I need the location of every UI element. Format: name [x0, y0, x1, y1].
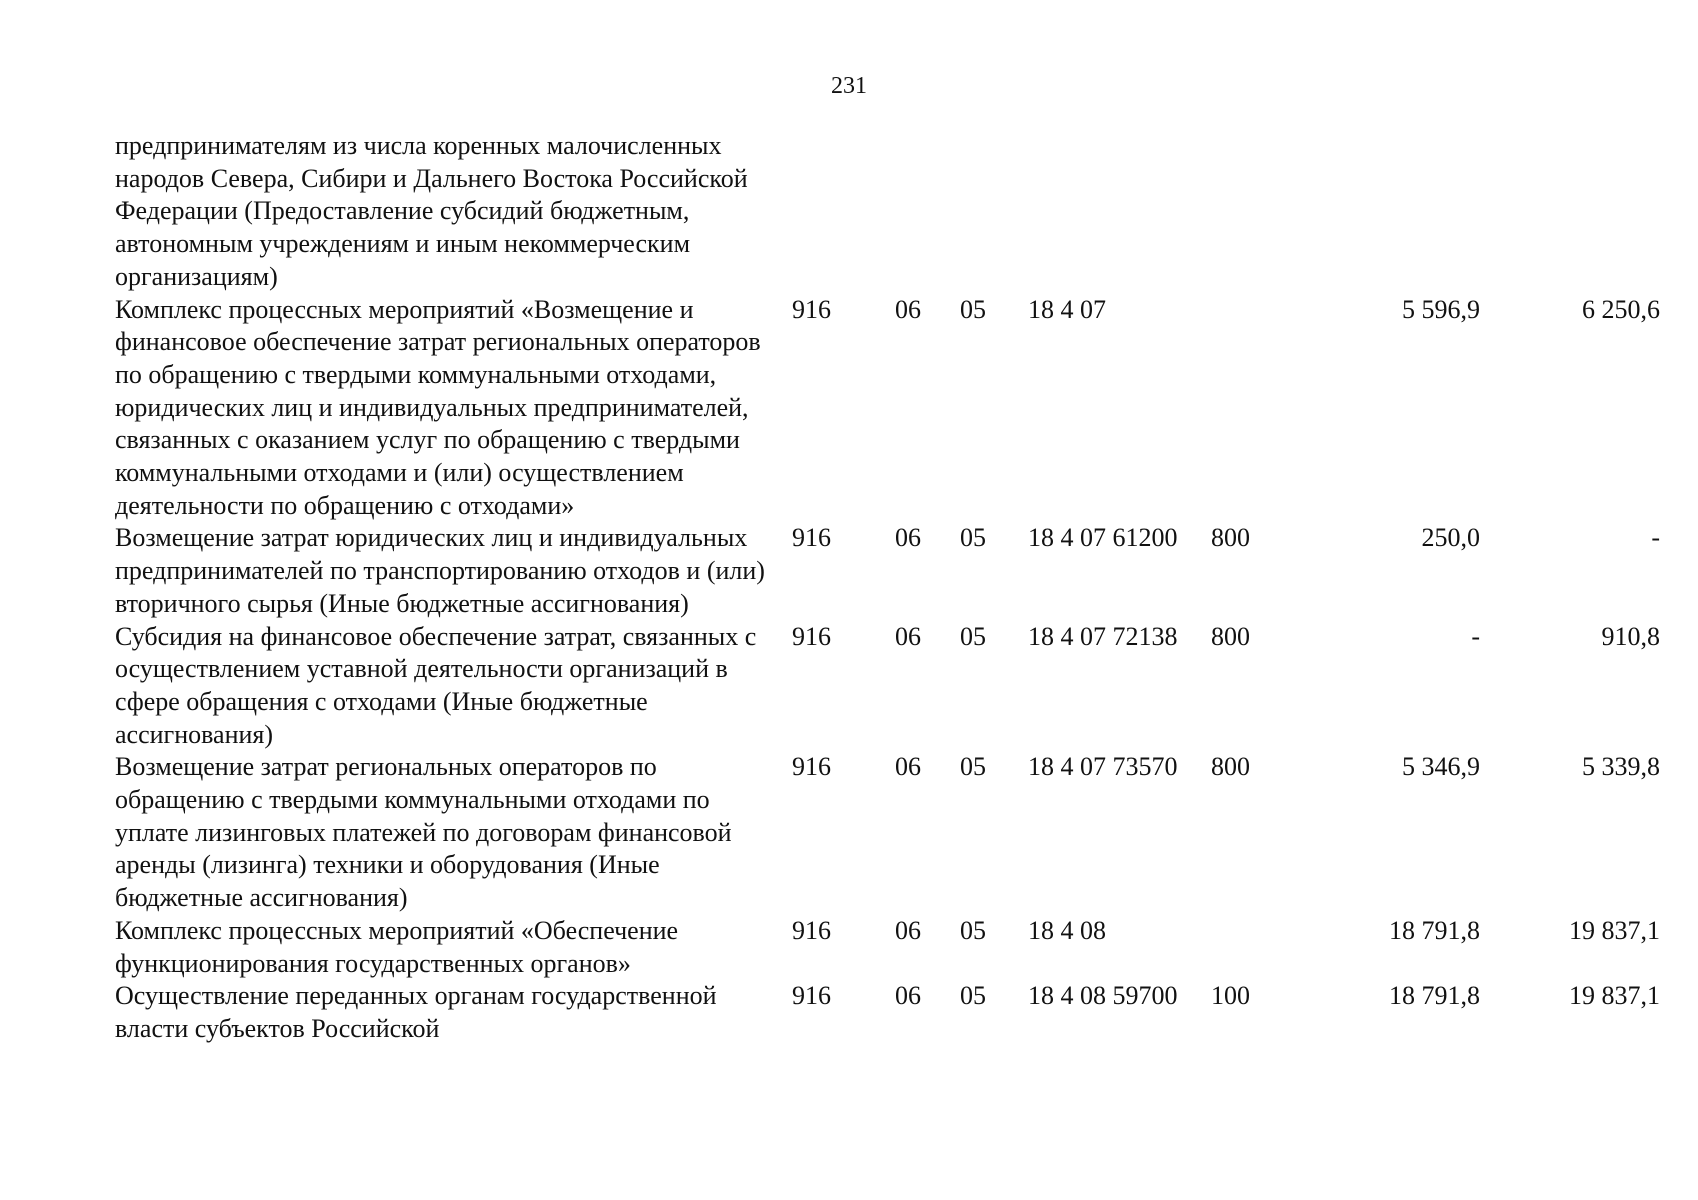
section-code: 06 — [895, 294, 921, 324]
amount-year-2: 19 837,1 — [1569, 915, 1660, 945]
item-name: Комплекс процессных мероприятий «Возмещение и финансовое обеспечение затрат региональных операторов по обращению с твердыми коммунальными отходами, юридических лиц и индивидуальных предпринимателей, связанных с оказанием услуг по обращению с твердыми коммунальными отходами и (или) осуществлением деятельности по обращению с отходами» — [115, 294, 761, 520]
table-row — [115, 621, 1660, 752]
target-article-code: 18 4 07 61200 — [1028, 523, 1178, 553]
amount-year-1: - — [1471, 621, 1480, 651]
amount-year-1: 18 791,8 — [1389, 915, 1480, 945]
target-article-code: 18 4 07 73570 — [1028, 752, 1178, 782]
target-article-code: 18 4 08 59700 — [1028, 981, 1178, 1011]
subsection-code: 05 — [960, 294, 986, 324]
subsection-code: 05 — [960, 915, 986, 945]
expense-type-code: 100 — [1211, 981, 1250, 1011]
subsection-code: 05 — [960, 752, 986, 782]
section-code: 06 — [895, 752, 921, 782]
table-row — [115, 294, 1660, 523]
budget-table — [115, 130, 1660, 1046]
item-name: Субсидия на финансовое обеспечение затрат, связанных с осуществлением уставной деятельности организаций в сфере обращения с отходами (Иные бюджетные ассигнования) — [115, 621, 757, 749]
amount-year-2: 5 339,8 — [1582, 752, 1660, 782]
section-code — [895, 130, 960, 294]
table-row — [115, 130, 1660, 294]
ministry-code: 916 — [792, 621, 831, 651]
ministry-code: 916 — [792, 294, 831, 324]
item-name: Возмещение затрат региональных операторов по обращению с твердыми коммунальными отходами по уплате лизинговых платежей по договорам финансовой аренды (лизинга) техники и оборудования (Иные бюджетные ассигнования) — [115, 752, 732, 913]
item-name: предпринимателям из числа коренных малочисленных народов Севера, Сибири и Дальнего Востока Российской Федерации (Предоставление субсидий бюджетным, автономным учреждениям и иным некоммерческим организациям) — [115, 131, 748, 291]
ministry-code — [792, 130, 895, 294]
page-number: 231 — [831, 73, 867, 99]
section-code: 06 — [895, 981, 921, 1011]
item-name: Комплекс процессных мероприятий «Обеспечение функционирования государственных органов» — [115, 915, 679, 978]
ministry-code: 916 — [792, 981, 831, 1011]
amount-year-2 — [1480, 130, 1660, 294]
amount-year-1: 5 596,9 — [1402, 294, 1480, 324]
amount-year-1: 250,0 — [1421, 523, 1480, 553]
amount-year-2: - — [1651, 523, 1660, 553]
item-name: Возмещение затрат юридических лиц и индивидуальных предпринимателей по транспортированию отходов и (или) вторичного сырья (Иные бюджетные ассигнования) — [115, 523, 765, 618]
amount-year-1: 18 791,8 — [1389, 981, 1480, 1011]
expense-type-code — [1211, 294, 1331, 523]
amount-year-2: 6 250,6 — [1582, 294, 1660, 324]
section-code: 06 — [895, 523, 921, 553]
section-code: 06 — [895, 915, 921, 945]
section-code: 06 — [895, 621, 921, 651]
ministry-code: 916 — [792, 915, 831, 945]
target-article-code: 18 4 07 72138 — [1028, 621, 1178, 651]
target-article-code: 18 4 07 — [1028, 294, 1106, 324]
amount-year-1 — [1331, 130, 1480, 294]
target-article-code: 18 4 08 — [1028, 915, 1106, 945]
ministry-code: 916 — [792, 752, 831, 782]
expense-type-code: 800 — [1211, 621, 1250, 651]
target-article-code — [1028, 130, 1211, 294]
table-row — [115, 915, 1660, 980]
subsection-code — [960, 130, 1028, 294]
table-row — [115, 751, 1660, 915]
expense-type-code — [1211, 130, 1331, 294]
table-body — [115, 130, 1660, 1046]
subsection-code: 05 — [960, 981, 986, 1011]
amount-year-2: 19 837,1 — [1569, 981, 1660, 1011]
amount-year-1: 5 346,9 — [1402, 752, 1480, 782]
subsection-code: 05 — [960, 523, 986, 553]
subsection-code: 05 — [960, 621, 986, 651]
expense-type-code — [1211, 915, 1331, 980]
item-name: Осуществление переданных органам государственной власти субъектов Российской — [115, 981, 717, 1043]
expense-type-code: 800 — [1211, 523, 1250, 553]
expense-type-code: 800 — [1211, 752, 1250, 782]
table-row — [115, 522, 1660, 620]
table-row — [115, 980, 1660, 1045]
amount-year-2: 910,8 — [1601, 621, 1660, 651]
ministry-code: 916 — [792, 523, 831, 553]
